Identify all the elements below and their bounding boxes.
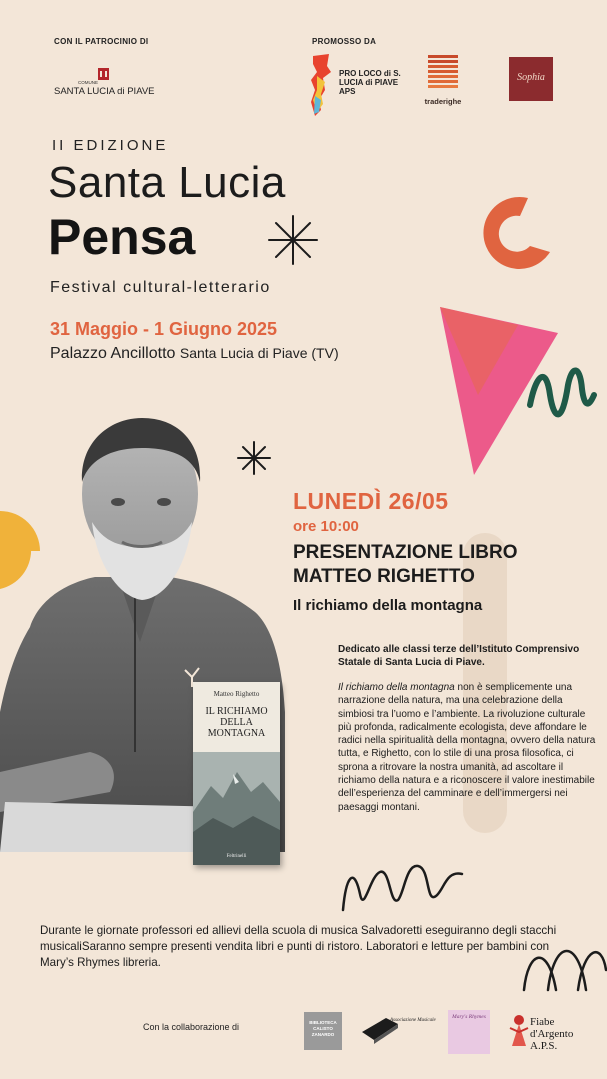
promosso-label: PROMOSSO DA — [312, 37, 377, 46]
proloco-text: PRO LOCO di S. LUCIA di PIAVE APS — [339, 69, 401, 96]
event-title — [293, 541, 518, 589]
event-time: ore 10:00 — [293, 518, 359, 535]
festival-title-line1: Santa Lucia — [48, 158, 286, 207]
traderighe-stripes-icon — [424, 55, 462, 95]
festival-subtitle: Festival cultural-letterario — [50, 279, 271, 296]
description-book-title: Il richiamo della montagna — [338, 682, 455, 693]
proloco-logo-icon — [305, 52, 335, 118]
sophia-text: Sophia — [517, 72, 545, 83]
biblioteca-logo — [304, 1012, 342, 1050]
festival-dates: 31 Maggio - 1 Giugno 2025 — [50, 319, 278, 339]
fiabe-logo — [506, 1012, 590, 1056]
associazione-logo — [360, 1012, 438, 1052]
event-day: LUNEDÌ 26/05 — [293, 488, 449, 514]
sophia-logo — [509, 57, 553, 101]
edition-label: II EDIZIONE — [52, 137, 169, 154]
book-cover-publisher: Feltrinelli — [226, 854, 247, 859]
traderighe-text: traderighe — [424, 97, 462, 106]
orange-arc-shape — [468, 190, 558, 282]
associazione-text: Associazione Musicale — [390, 1018, 436, 1023]
event-book-title: Il richiamo della montagna — [293, 597, 483, 614]
comune-name: SANTA LUCIA di PIAVE — [54, 86, 155, 97]
fairy-icon — [506, 1012, 532, 1052]
event-description — [338, 681, 600, 814]
footer-info: Durante le giornate professori ed allievi della scuola di musica Salvadoretti eseguiranno degli stacchi musicaliSaranno sempre presenti vendita libri e punti di ristoro. Laboratori e letture per bambini con Mary’s Rhymes libreria. — [40, 924, 557, 969]
mountain-image — [193, 752, 280, 865]
festival-title-line2: Pensa — [48, 209, 196, 265]
biblioteca-text: BIBLIOTECA CALISTO ZANARDO — [309, 1020, 337, 1037]
fiabe-text: Fiabe d'Argento A.P.S. — [530, 1016, 574, 1052]
asterisk-icon — [266, 213, 320, 267]
pink-triangle-shape — [438, 305, 598, 480]
venue-name: Palazzo Ancillotto — [50, 345, 176, 362]
venue-city: Santa Lucia di Piave (TV) — [179, 345, 339, 361]
patrocinio-label: CON IL PATROCINIO DI — [54, 37, 149, 46]
event-dedication: Dedicato alle classi terze dell’Istituto Comprensivo Statale di Santa Lucia di Piave. — [338, 644, 580, 668]
black-loops-shape — [340, 856, 466, 912]
description-text: non è semplicemente una narrazione della natura, ma una celebrazione della simbiosi tra l’uomo e l’ambiente. La rivoluzione culturale più profonda, radicalmente ecologista, deve affondare le radici nella spiritualità della montagna, ovvero della natura tutta, e Righetto, con lo stile di una prosa filosofica, ci sprona a ritrovare la nostra umanità, ad ascoltare il richiamo della natura e a riconoscere il valore inestimabile dell’esperienza del camminare e dell’immergersi nei paesaggi montani. — [338, 682, 596, 813]
event-title-line1: PRESENTAZIONE LIBRO — [293, 542, 518, 563]
comune-small: COMUNE — [78, 80, 98, 85]
marys-logo — [448, 1010, 490, 1054]
traderighe-logo — [424, 55, 462, 115]
book-cover-author: Matteo Righetto — [213, 690, 260, 698]
event-title-line2: MATTEO RIGHETTO — [293, 566, 475, 587]
book-cover-title: IL RICHIAMO DELLA MONTAGNA — [205, 706, 268, 739]
marys-text: Mary's Rhymes — [452, 1014, 486, 1020]
comune-logo — [52, 66, 162, 100]
collab-label: Con la collaborazione di — [143, 1022, 240, 1032]
book-cover — [193, 682, 280, 865]
festival-venue — [50, 345, 339, 363]
